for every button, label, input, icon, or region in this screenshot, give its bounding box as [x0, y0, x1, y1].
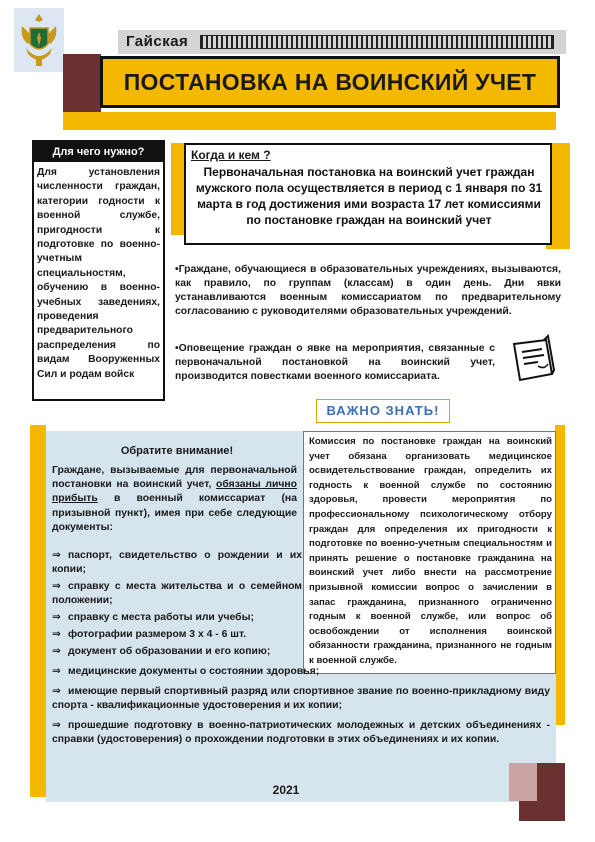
document-item-text: справку с места работы или учебы; [68, 612, 254, 623]
bottom-accent-left [30, 425, 46, 797]
document-item [52, 685, 550, 713]
arrow-icon: ⇒ [52, 646, 61, 657]
commission-text: Комиссия по постановке граждан на воинский учет обязана организовать медицинское освидетельствование граждан, определить их годность к военной службе по состоянию здоровья, провести мероприятия по профессиональному психологическому отбору граждан для определения их пригодности к подготовке по военно-учетным специальностям и принять решение о постановке гражданина на воинский учет либо внести на рассмотрение призывной комиссии вопрос о зачислении в запас гражданина, признанного ограниченно годным к военной службе, или вопрос об освобождении от исполнения воинской обязанности гражданина, признанного не годным к военной службе. [309, 436, 552, 666]
purpose-heading: Для чего нужно? [34, 142, 163, 162]
bottom-accent-right [555, 425, 565, 725]
document-item [52, 628, 302, 642]
header-yellow-band [63, 112, 556, 130]
document-item-text: прошедшие подготовку в военно-патриотических молодежных и детских объединениях - справки (удостоверения) о прохождении подготовки в этих объединениях и их копии. [52, 720, 550, 746]
document-item [52, 611, 302, 625]
bullet-notification: •Оповещение граждан о явке на мероприятия, связанные с первоначальной постановкой на воинский учет, производится повестками военного комиссариата. [175, 343, 495, 382]
prosecutor-emblem-icon [14, 8, 64, 72]
arrow-icon: ⇒ [52, 666, 61, 677]
arrow-icon: ⇒ [52, 629, 61, 640]
document-item-text: имеющие первый спортивный разряд или спортивное звание по военно-прикладному виду спорта - квалификационные удостоверения и их копии; [52, 686, 550, 712]
arrow-icon: ⇒ [52, 686, 61, 697]
notice-heading: Обратите внимание! [120, 445, 234, 457]
page-title: ПОСТАНОВКА НА ВОИНСКИЙ УЧЕТ [123, 69, 537, 95]
arrow-icon: ⇒ [52, 720, 61, 731]
when-text: Первоначальная постановка на воинский учет граждан мужского пола осуществляется в период с 1 января по 31 марта в год достижения ими возраста 17 лет комиссиями по постановке граждан на воинский учет [195, 165, 543, 227]
document-item [52, 549, 302, 577]
notice-intro [52, 464, 297, 535]
purpose-text: Для установления численности граждан, категории годности к военной службе, пригодности к подготовке по военно-учетным специальностям, обучению в военно-учебных заведениях, проведения предварительного распределения по видам Вооруженных Сил и родам войск [37, 167, 160, 380]
arrow-icon: ⇒ [52, 612, 61, 623]
notice-intro-before: Граждане, вызываемые для первоначальной постановки на воинский учет, [52, 465, 297, 491]
document-item-text: справку с места жительства и о семейном положении; [52, 581, 302, 607]
bullet-schedule: •Граждане, обучающиеся в образовательных учреждениях, вызываются, как правило, по группам (классам) в один день. Дни явки устанавливаются военным комиссариатом по предварительному согласованию с руководителями образовательных учреждений. [175, 264, 561, 317]
city-name: Гайская [126, 33, 189, 50]
arrow-icon: ⇒ [52, 550, 61, 561]
notice-intro-after: в военный комиссариат (на призывной пункт), имея при себе следующие документы: [52, 493, 297, 533]
document-icon [508, 334, 558, 384]
header-barcode-stripe [200, 35, 554, 49]
document-item-text: паспорт, свидетельство о рождении и их копии; [52, 550, 302, 576]
document-item-text: фотографии размером 3 x 4 - 6 шт. [68, 629, 247, 640]
when-accent-left [171, 143, 185, 235]
document-item [52, 645, 302, 659]
document-item-text: медицинские документы о состоянии здоровья; [68, 666, 320, 677]
arrow-icon: ⇒ [52, 581, 61, 592]
header-brown-block [63, 54, 101, 114]
important-label: ВАЖНО ЗНАТЬ! [316, 399, 450, 423]
document-item [52, 580, 302, 608]
document-item-text: документ об образовании и его копию; [68, 646, 271, 657]
corner-pink-square [509, 763, 537, 801]
year-label: 2021 [272, 783, 300, 797]
document-item [52, 665, 550, 679]
notice-intro-underlined: обязаны лично прибыть [52, 479, 297, 505]
document-item [52, 719, 550, 747]
when-heading: Когда и кем ? [191, 148, 271, 162]
